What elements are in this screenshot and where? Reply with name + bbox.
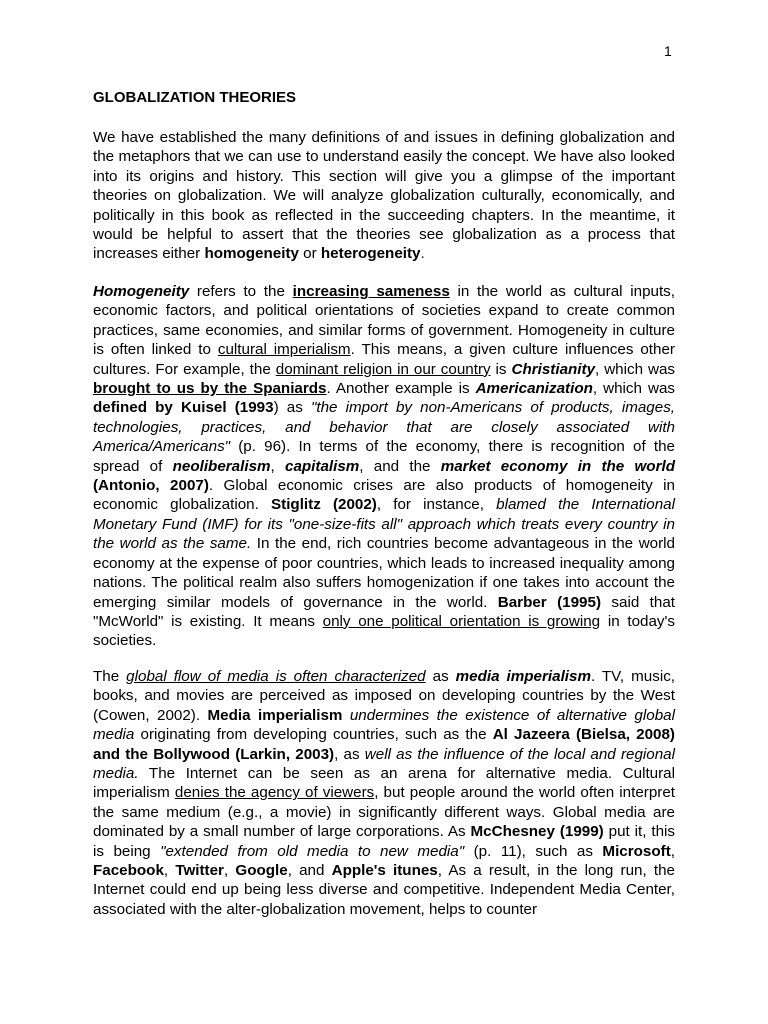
paragraph-homogeneity: Homogeneity refers to the increasing sameness in the world as cultural inputs, economic factors, and political orientations of societies expand to create common practices, same economies, and similar forms of government. Homogeneity in culture is often linked to cultural imperialism. This means, a given culture influences other cultures. For example, the dominant religion in our country is Christianity, which was brought to us by the Spaniards. Another example is Americanization, which was defined by Kuisel (1993) as "the import by non-Americans of products, images, technologies, practices, and behavior that are closely associated with America/Americans" (p. 96). In terms of the economy, there is recognition of the spread of neoliberalism, capitalism, and the market economy in the world (Antonio, 2007). Global economic crises are also products of homogeneity in economic globalization. Stiglitz (2002), for instance, blamed the International Monetary Fund (IMF) for its "one-size-fits all" approach which treats every country in the world as the same. In the end, rich countries become advantageous in the world economy at the expense of poor countries, which leads to increased inequality among nations. The political realm also suffers homogenization if one takes into account the emerging similar models of governance in the world. Barber (1995) said that "McWorld" is existing. It means only one political orientation is growing in today's societies. <box>93 283 676 650</box>
paragraph-intro: We have established the many definitions of and issues in defining globalization and the metaphors that we can use to understand easily the concept. We have also looked into its origins and history. This section will give you a glimpse of the important theories on globalization. We will analyze globalization culturally, economically, and politically in this book as reflected in the succeeding chapters. In the meantime, it would be helpful to assert that the theories see globalization as a process that increases either homogeneity or heterogeneity. <box>93 129 675 263</box>
document-title: GLOBALIZATION THEORIES <box>93 89 297 106</box>
page-number: 1 <box>664 43 672 59</box>
paragraph-media-imperialism: The global flow of media is often characterized as media imperialism. TV, music, books, and movies are perceived as imposed on developing countries by the West (Cowen, 2002). Media imperialism undermines the existence of alternative global media originating from developing countries, such as the Al Jazeera (Bielsa, 2008) and the Bollywood (Larkin, 2003), as well as the influence of the local and regional media. The Internet can be seen as an arena for alternative media. Cultural imperialism denies the agency of viewers, but people around the world often interpret the same medium (e.g., a movie) in significantly different ways. Global media are dominated by a small number of large corporations. As McChesney (1999) put it, this is being "extended from old media to new media" (p. 11), such as Microsoft, Facebook, Twitter, Google, and Apple's itunes, As a result, in the long run, the Internet could end up being less diverse and competitive. Independent Media Center, associated with the alter-globalization movement, helps to counter <box>93 668 676 918</box>
